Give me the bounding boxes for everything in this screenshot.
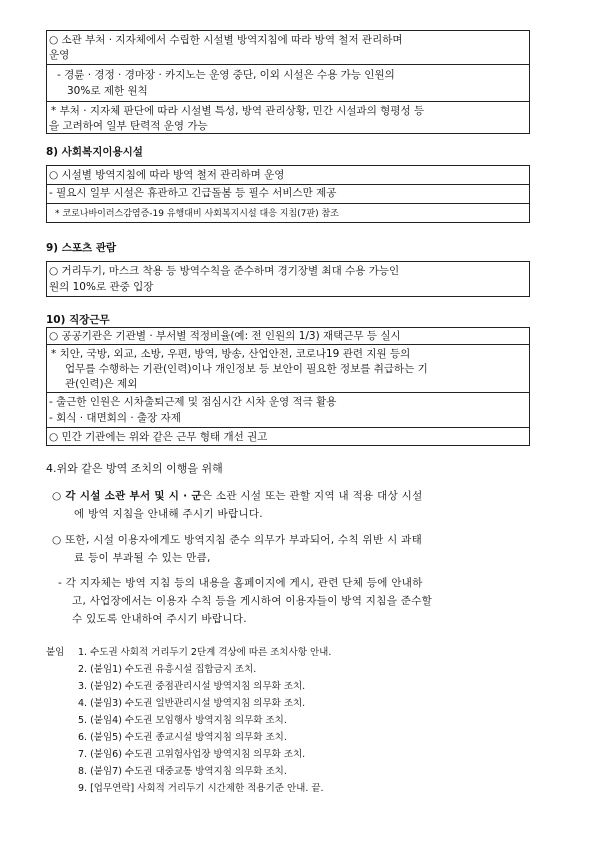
attachment-item: 6. (붙임5) 수도권 종교시설 방역지침 의무화 조치. (78, 732, 287, 743)
attachment-item: 4. (붙임3) 수도권 일반관리시설 방역지침 의무화 조치. (78, 698, 306, 709)
section8-box (46, 165, 530, 223)
s10-line7: ○ 민간 기관에는 위와 같은 근무 형태 개선 권고 (49, 431, 268, 443)
box1-line1: ○ 소관 부처 · 지자체에서 수립한 시설별 방역지침에 따라 방역 철저 관리하며 (49, 34, 403, 46)
attachment-item: 8. (붙임7) 수도권 대중교통 방역지침 의무화 조치. (78, 766, 287, 777)
s8-divider2 (47, 203, 529, 204)
section10-heading: 10) 직장근무 (46, 314, 110, 326)
s8-line3: * 코로나바이러스감염증-19 유행대비 사회복지시설 대응 지침(7판) 참조 (55, 209, 339, 219)
p3-line3: 수 있도록 안내하여 주시기 바랍니다. (72, 613, 247, 625)
paragraph-3 (58, 574, 538, 628)
attachment-item: 9. [업무연락] 사회적 거리두기 시간제한 적용기준 안내. 끝. (78, 783, 324, 794)
box1-divider2 (47, 101, 529, 102)
attachment-item: 2. (붙임1) 수도권 유흥시설 집합금지 조치. (78, 664, 257, 675)
s10-line3: 업무를 수행하는 기관(인력)이나 개인정보 등 보안이 필요한 정보를 취급하는 기 (65, 363, 428, 375)
p1-line2: 에 방역 지침을 안내해 주시기 바랍니다. (74, 508, 263, 520)
section9-heading: 9) 스포츠 관람 (46, 242, 117, 254)
box1-line2: 운영 (49, 49, 70, 61)
attachment-item: 7. (붙임6) 수도권 고위험사업장 방역지침 의무화 조치. (78, 749, 306, 760)
p3-line1: - 각 지자체는 방역 지침 등의 내용을 홈페이지에 게시, 관련 단체 등에 안내하 (58, 577, 423, 589)
s8-line1: ○ 시설별 방역지침에 따라 방역 철저 관리하며 운영 (49, 169, 285, 181)
section10-box (46, 327, 530, 446)
p2-line1: ○ 또한, 시설 이용자에게도 방역지침 준수 의무가 부과되어, 수칙 위반 시 과태 (52, 534, 423, 546)
s9-line1: ○ 거리두기, 마스크 착용 등 방역수칙을 준수하며 경기장별 최대 수용 가능인 (49, 265, 400, 277)
box1-line6: 을 고려하여 일부 탄력적 운영 가능 (49, 120, 208, 132)
section8-heading: 8) 사회복지이용시설 (46, 146, 143, 158)
section4-heading: 4.위와 같은 방역 조치의 이행을 위해 (46, 462, 223, 475)
attachment-item: 1. 수도권 사회적 거리두기 2단계 격상에 따른 조치사항 안내. (78, 647, 332, 658)
s10-divider2 (47, 392, 529, 393)
s8-line2: - 필요시 일부 시설은 휴관하고 긴급돌봄 등 필수 서비스만 제공 (49, 187, 337, 199)
s10-divider (47, 344, 529, 345)
attachment-item: 5. (붙임4) 수도권 모임행사 방역지침 의무화 조치. (78, 715, 287, 726)
box1-divider (47, 64, 529, 65)
paragraph-2 (52, 531, 532, 567)
attachment-item: 3. (붙임2) 수도권 중점관리시설 방역지침 의무화 조치. (78, 681, 306, 692)
p3-line2: 고, 사업장에서는 이용자 수칙 등을 게시하여 이용자들이 방역 지침을 준수할 (72, 595, 433, 607)
s10-line2: * 치안, 국방, 외교, 소방, 우편, 방역, 방송, 산업안전, 코로나19 관련 지원 등의 (51, 348, 411, 360)
s10-line6: - 회식 · 대면회의 · 출장 자제 (49, 412, 181, 424)
s10-line5: - 출근한 인원은 시차출퇴근제 및 점심시간 시차 운영 적극 활용 (49, 396, 337, 408)
attachments-label: 붙임 (46, 647, 65, 658)
s10-divider3 (47, 427, 529, 428)
box1-line5: * 부처 · 지자체 판단에 따라 시설별 특성, 방역 관리상황, 민간 시설과의 형평성 등 (51, 105, 425, 117)
section9-box (46, 261, 530, 297)
facility-guideline-box (46, 30, 530, 134)
box1-line3: - 경륜 · 경정 · 경마장 · 카지노는 운영 중단, 이외 시설은 수용 가능 인원의 (57, 69, 395, 81)
p1-rest-text: 은 소관 시설 또는 관할 지역 내 적용 대상 시설 (201, 490, 423, 502)
p1-bold-text: ○ 각 시설 소관 부서 및 시 · 군 (52, 490, 202, 502)
p2-line2: 료 등이 부과될 수 있는 만큼, (74, 552, 211, 564)
paragraph-1 (52, 487, 532, 523)
box1-line4: 30%로 제한 원칙 (67, 85, 148, 97)
s10-line4: 관(인력)은 제외 (65, 378, 138, 390)
s8-divider (47, 184, 529, 185)
s10-line1: ○ 공공기관은 기관별 · 부서별 적정비율(예: 전 인원의 1/3) 재택근무 등 실시 (49, 330, 401, 342)
s9-line2: 원의 10%로 관중 입장 (49, 281, 154, 293)
